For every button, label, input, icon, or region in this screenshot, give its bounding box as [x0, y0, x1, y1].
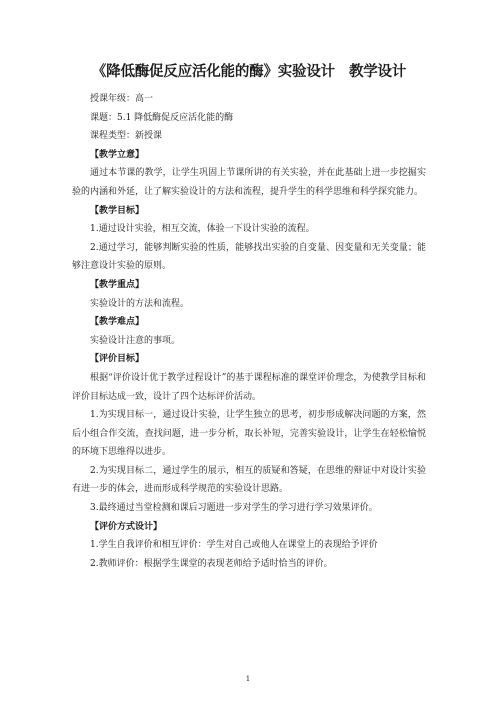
eval-method-item-2: 2.教师评价：根据学生课堂的表现老师给予适时恰当的评价。: [90, 558, 333, 569]
eval-method-item-1: 1.学生自我评价和相互评价：学生对自己或他人在课堂上的表现给予评价: [90, 540, 378, 551]
document-body: [72, 62, 426, 573]
page-number: 1: [245, 675, 251, 683]
heading-intent: 【教学立意】: [90, 149, 145, 160]
eval-goal-item-3: 3.最终通过当堂检测和课后习题进一步对学生的学习进行学习效果评价。: [90, 503, 378, 514]
difficulty-paragraph: 实验设计注意的事项。: [90, 335, 181, 346]
title-main: 《降低酶促反应活化能的酶》实验设计: [91, 64, 335, 80]
meta-topic: 课题：5.1 降低酶促反应活化能的酶: [90, 112, 234, 123]
goal-item-1: 1.通过设计实验，相互交流，体验一下设计实验的流程。: [90, 224, 315, 235]
eval-goal-item-2: 2.为实现目标二，通过学生的展示，相互的质疑和答疑，在思维的辩证中对设计实验有进一步的体会，进而形成科学规范的实验设计思路。: [72, 465, 426, 495]
intent-paragraph: 通过本节课的教学，让学生巩固上节课所讲的有关实验，并在此基础上进一步挖掘实验的内涵和外延，让了解实验设计的方法和流程，提升学生的科学思维和科学探究能力。: [72, 168, 426, 197]
goal-item-2: 2.通过学习，能够判断实验的性质，能够找出实验的自变量、因变量和无关变量；能够注意设计实验的原则。: [72, 242, 426, 272]
eval-goals-paragraph: 根据“评价设计优于教学过程设计”的基于课程标准的课堂评价理念，为使教学目标和评价目标达成一致，设计了四个达标评价活动。: [72, 372, 426, 402]
document-title: [72, 62, 426, 82]
heading-eval-methods: 【评价方式设计】: [90, 521, 163, 532]
heading-goals: 【教学目标】: [90, 205, 145, 216]
title-suffix: 教学设计: [348, 64, 407, 80]
eval-goal-item-1: 1.为实现目标一，通过设计实验，让学生独立的思考，初步形成解决问题的方案，然后小组合作交流，查找问题，进一步分析，取长补短，完善实验设计，让学生在轻松愉悦的环境下思维得以进步。: [72, 410, 426, 458]
meta-type: 课程类型：新授课: [90, 131, 163, 142]
heading-difficulty: 【教学难点】: [90, 317, 145, 328]
heading-eval-goals: 【评价目标】: [90, 354, 145, 365]
heading-key-point: 【教学重点】: [90, 279, 145, 290]
key-point-paragraph: 实验设计的方法和流程。: [90, 298, 190, 309]
meta-grade: 授课年级：高一: [90, 94, 154, 104]
